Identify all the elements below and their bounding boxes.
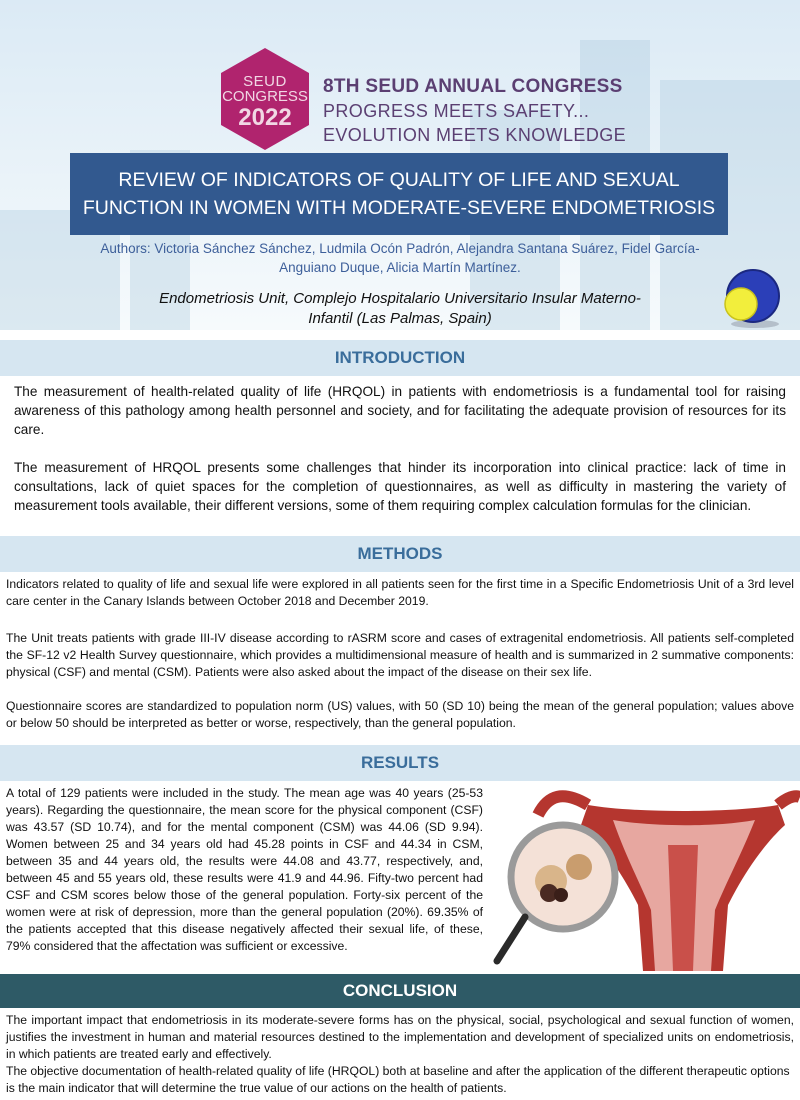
methods-paragraph-1: Indicators related to quality of life and sexual life were explored in all patients seen for the first time in a Specific Endometriosis Unit of a 3rd level care center in the Canary Islands between October 2018 and December 2019. xyxy=(6,577,794,608)
affiliation xyxy=(110,289,690,329)
methods-paragraph-3: Questionnaire scores are standardized to population norm (US) values, with 50 (SD 10) being the mean of the general population; values above or below 50 should be interpreted as better or worse, respectively, than the general population. xyxy=(6,699,794,730)
conclusion-paragraph-2: The objective documentation of health-related quality of life (HRQOL) both at baseline and after the application of the different therapeutic options is the main indicator that will determine the true value of our actions on the health of patients. xyxy=(6,1064,790,1095)
unit-logo-icon xyxy=(719,266,783,330)
congress-edition: 8TH SEUD ANNUAL CONGRESS xyxy=(323,76,623,97)
logo-line1: SEUD xyxy=(243,73,287,90)
results-heading: RESULTS xyxy=(0,745,800,781)
introduction-paragraph-2: The measurement of HRQOL presents some challenges that hinder its incorporation into clinical practice: lack of time in consultations, lack of quiet spaces for the completion of questionnaires, as well as difficulty in mastering the variety of measurement tools available, their different versions, some of them requiring complex calculation formulas for the clinician. xyxy=(14,460,786,513)
introduction-paragraph-1: The measurement of health-related quality of life (HRQOL) in patients with endometriosis is a fundamental tool for raising awareness of this pathology among health personnel and society, and for facilitating the adequate provision of resources for its care. xyxy=(14,384,786,437)
logo-line2: CONGRESS xyxy=(222,88,308,105)
title-line-1: REVIEW OF INDICATORS OF QUALITY OF LIFE AND SEXUAL xyxy=(118,169,680,191)
methods-heading: METHODS xyxy=(0,536,800,572)
logo-year: 2022 xyxy=(238,104,292,131)
endometriosis-illustration xyxy=(493,785,800,971)
affiliation-line-2: Infantil (Las Palmas, Spain) xyxy=(308,310,492,327)
title-line-2: FUNCTION IN WOMEN WITH MODERATE-SEVERE ENDOMETRIOSIS xyxy=(82,197,716,219)
congress-tagline-2: EVOLUTION MEETS KNOWLEDGE xyxy=(323,125,627,145)
congress-heading xyxy=(323,76,626,146)
conclusion-heading: CONCLUSION xyxy=(0,974,800,1008)
methods-paragraph-2: The Unit treats patients with grade III-IV disease according to rASRM score and cases of extragenital endometriosis. All patients self-completed the SF-12 v2 Health Survey questionnaire, which provides a multidimensional measure of health and is summarized in 2 summative components: physical (CSF) and mental (CSM). Patients were also asked about the impact of the disease on their sex life. xyxy=(6,631,794,679)
results-paragraph: A total of 129 patients were included in the study. The mean age was 40 years (25-53 years). Regarding the questionnaire, the mean score for the physical component (CSF) was 43.57 (SD 10.74), and for the mental component (CSM) was 44.06 (SD 9.94). Women between 25 and 34 years old had 45.28 points in CSF and 44.34 in CSM, between 35 and 44 years old, the results were 44.08 and 43.77, respectively, and, between 45 and 55 years old, these results were 41.9 and 44.96. Fifty-two percent had CSF and CSM scores below those of the general population. Forty-six percent of the women were at risk of depression, more than the general population (20%). 69.35% of the patients accepted that this disease negatively affected their sexual life, of these, 79% considered that the affectation was sufficient or excessive. xyxy=(6,786,483,953)
authors-line-1: Authors: Victoria Sánchez Sánchez, Ludmila Ocón Padrón, Alejandra Santana Suárez, Fidel García- xyxy=(100,241,700,256)
authors xyxy=(70,239,730,277)
congress-logo xyxy=(218,46,312,152)
authors-line-2: Anguiano Duque, Alicia Martín Martínez. xyxy=(279,260,521,275)
congress-tagline-1: PROGRESS MEETS SAFETY... xyxy=(323,101,590,121)
affiliation-line-1: Endometriosis Unit, Complejo Hospitalario Universitario Insular Materno- xyxy=(159,290,641,307)
poster-title xyxy=(70,153,728,235)
introduction-heading: INTRODUCTION xyxy=(0,340,800,376)
conclusion-paragraph-1: The important impact that endometriosis in its moderate-severe forms has on the physical, social, psychological and sexual function of women, justifies the investment in human and material resources destined to the implementation and development of specialized units on endometriosis, in which patients are treated early and effectively. xyxy=(6,1013,794,1061)
